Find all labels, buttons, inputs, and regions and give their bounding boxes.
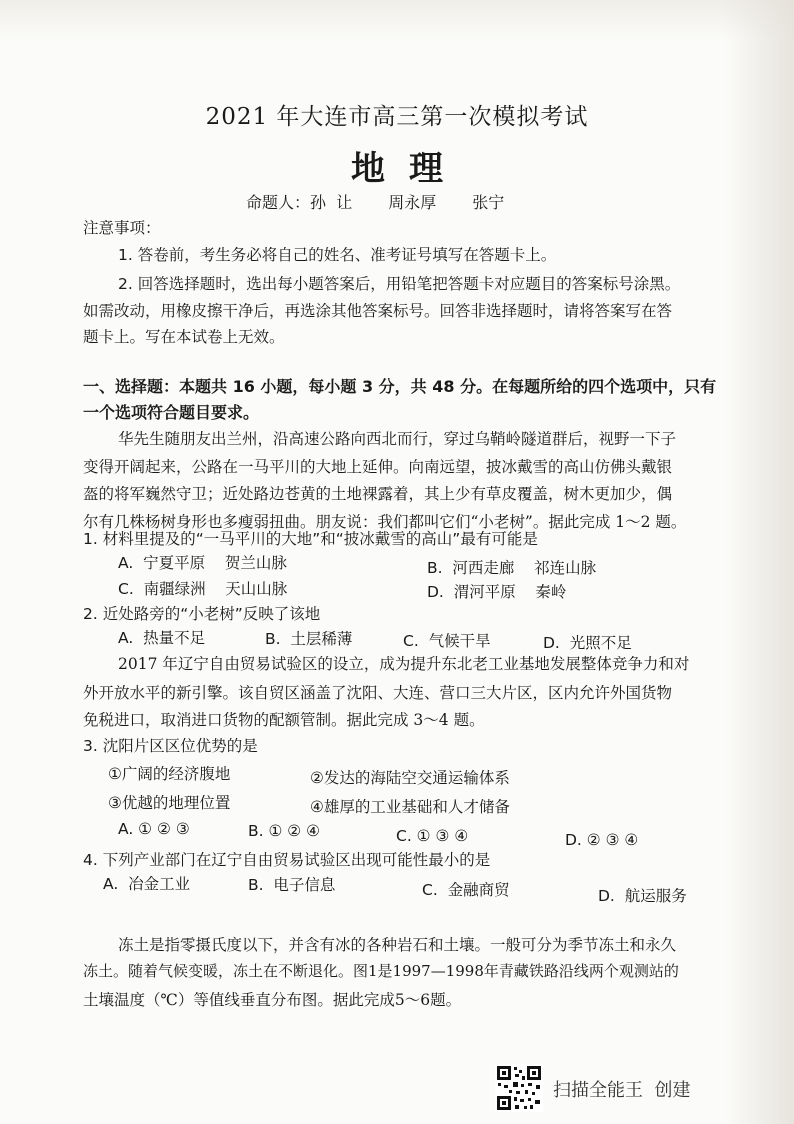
author-2: 周永厚 (388, 193, 437, 212)
scanner-watermark: 扫描全能王 创建 (553, 1080, 691, 1101)
q4-stem: 4. 下列产业部门在辽宁自由贸易试验区出现可能性最小的是 (83, 851, 491, 869)
passage-3-line-1: 冻土是指零摄氏度以下，并含有冰的各种岩石和土壤。一般可分为季节冻土和永久 (118, 936, 677, 954)
passage-2-line-2: 外开放水平的新引擎。该自贸区涵盖了沈阳、大连、营口三大片区，区内允许外国货物 (83, 684, 673, 702)
q4-option-a: A. 冶金工业 (103, 875, 191, 893)
q4-option-b: B. 电子信息 (248, 876, 336, 894)
notice-item-2-line-1: 2. 回答选择题时，选出每小题答案后，用铅笔把答题卡对应题目的答案标号涂黑。 (118, 275, 681, 293)
passage-1-line-4: 尔有几株杨树身形也多瘦弱扭曲。朋友说：我们都叫它们“小老树”。据此完成 1～2 题。 (83, 513, 687, 531)
passage-2-line-3: 免税进口，取消进口货物的配额管制。据此完成 3～4 题。 (83, 711, 485, 729)
authors-line (246, 190, 504, 213)
q3-option-d: D. ② ③ ④ (565, 831, 639, 849)
notice-item-2-line-3: 题卡上。写在本试卷上无效。 (83, 328, 285, 346)
exam-title: 2021 年大连市高三第一次模拟考试 (205, 104, 589, 130)
passage-3-line-3: 土壤温度（℃）等值线垂直分布图。据此完成5～6题。 (83, 991, 462, 1009)
section-1-heading-line-1: 一、选择题：本题共 16 小题，每小题 3 分，共 48 分。在每题所给的四个选项中，只有 (83, 377, 717, 396)
passage-1-line-3: 盔的将军巍然守卫；近处路边苍黄的土地裸露着，其上少有草皮覆盖，树木更加少，偶 (83, 485, 673, 503)
passage-2-line-1: 2017 年辽宁自由贸易试验区的设立，成为提升东北老工业基地发展整体竞争力和对 (118, 655, 690, 673)
q4-option-d: D. 航运服务 (598, 887, 687, 905)
author-1: 孙 让 (310, 193, 353, 212)
passage-3-line-2: 冻土。随着气候变暖，冻土在不断退化。图1是1997—1998年青藏铁路沿线两个观测站的 (83, 962, 679, 980)
q1-option-c: C. 南疆绿洲 天山山脉 (118, 580, 288, 598)
notice-item-1: 1. 答卷前，考生务必将自己的姓名、准考证号填写在答题卡上。 (118, 246, 557, 264)
q2-option-a: A. 热量不足 (118, 629, 206, 647)
q3-option-c: C. ① ③ ④ (396, 827, 469, 845)
q3-option-a: A. ① ② ③ (118, 820, 190, 838)
authors-label: 命题人： (246, 193, 311, 212)
q3-statement-1: ①广阔的经济腹地 (108, 765, 231, 783)
q1-option-b: B. 河西走廊 祁连山脉 (427, 559, 597, 577)
notice-heading: 注意事项： (83, 219, 161, 237)
subject-title: 地理 (351, 149, 467, 189)
scan-shadow-top (0, 0, 794, 40)
q2-stem: 2. 近处路旁的“小老树”反映了该地 (83, 605, 321, 623)
q3-statement-2: ②发达的海陆空交通运输体系 (310, 769, 510, 787)
q2-option-b: B. 土层稀薄 (265, 630, 353, 648)
q2-option-c: C. 气候干旱 (403, 632, 491, 650)
passage-1-line-1: 华先生随朋友出兰州，沿高速公路向西北而行，穿过乌鞘岭隧道群后，视野一下子 (118, 430, 677, 448)
notice-item-2-line-2: 如需改动，用橡皮擦干净后，再选涂其他答案标号。回答非选择题时，请将答案写在答 (83, 302, 673, 320)
q3-option-b: B. ① ② ④ (248, 822, 321, 840)
q1-option-a: A. 宁夏平原 贺兰山脉 (118, 554, 287, 572)
q2-option-d: D. 光照不足 (543, 634, 632, 652)
q3-statement-4: ④雄厚的工业基础和人才储备 (310, 798, 510, 816)
q1-stem: 1. 材料里提及的“一马平川的大地”和“披冰戴雪的高山”最有可能是 (83, 530, 538, 548)
author-3: 张宁 (472, 193, 505, 212)
q3-statement-3: ③优越的地理位置 (108, 794, 231, 812)
section-1-heading-line-2: 一个选项符合题目要求。 (83, 403, 260, 422)
q1-option-d: D. 渭河平原 秦岭 (427, 583, 567, 601)
qr-code-icon (495, 1064, 543, 1112)
q3-stem: 3. 沈阳片区区位优势的是 (83, 737, 258, 755)
q4-option-c: C. 金融商贸 (422, 881, 510, 899)
passage-1-line-2: 变得开阔起来，公路在一马平川的大地上延伸。向南远望，披冰戴雪的高山仿佛头戴银 (83, 458, 673, 476)
